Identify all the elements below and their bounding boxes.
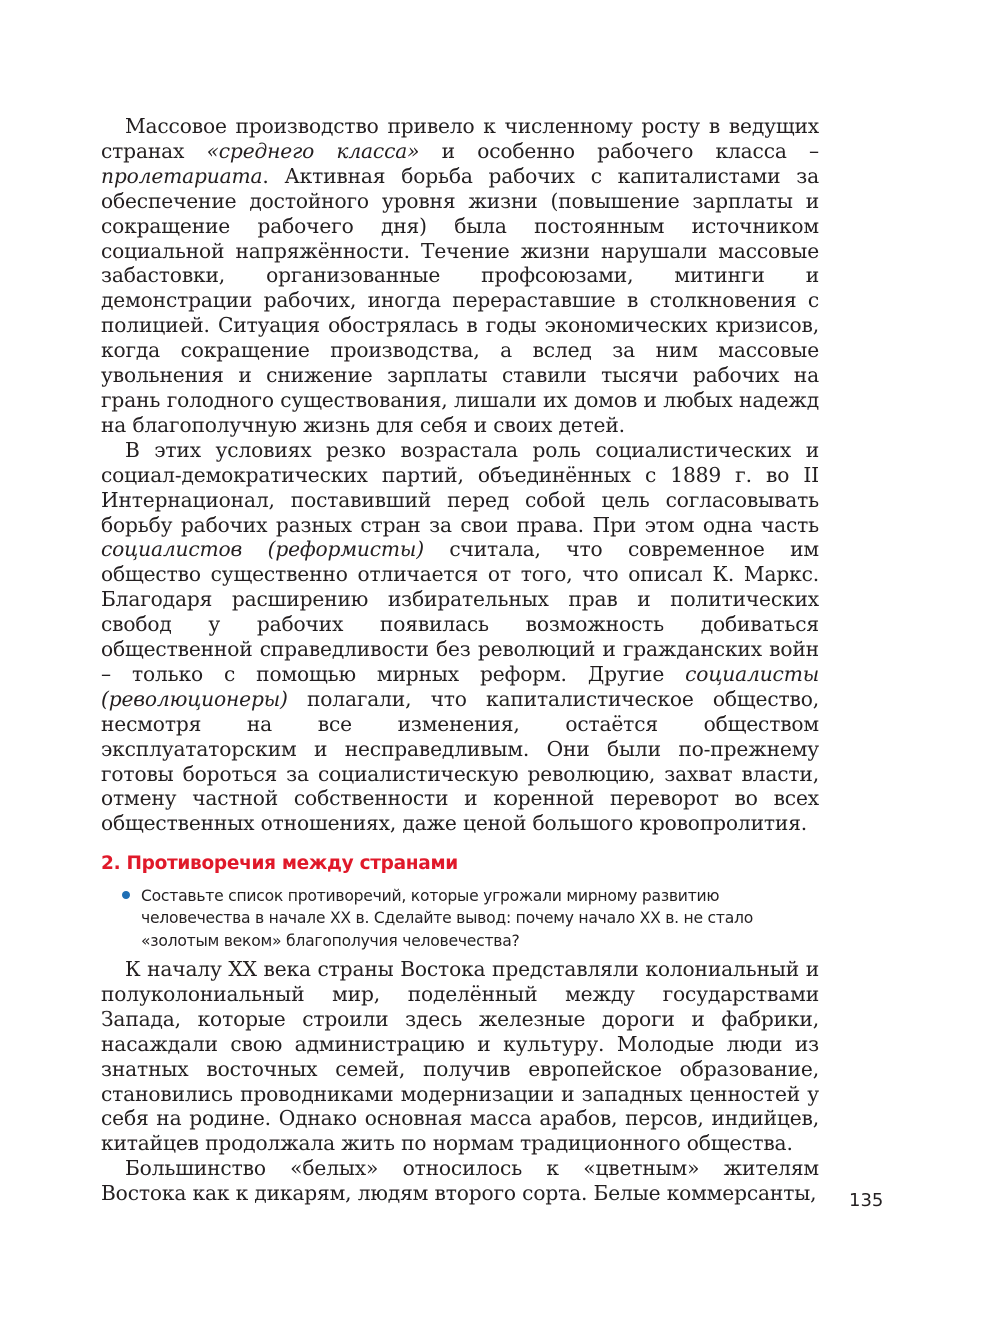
text-run: полагали, что капиталистическое общество, несмотря на все изменения, остаётся обществом эксплуататорским и несправедливым. Они были по-прежнему готовы бороться за социалистическую революцию, захват власти, отмену частной собственности и коренной переворот во всех общественных отношениях, даже ценой большого кровопролития. [101,686,819,836]
emphasis-term: социалисты (революционеры) [101,661,819,711]
text-run: считала, что современное им общество существенно отличается от того, что описал К. Маркс. Благодаря расширению избирательных прав и политических свобод у рабочих появилась возможность добиваться общественной справедливости без революций и гражданских войн – только с помощью мирных реформ. Другие [101,537,819,686]
paragraph [101,114,819,438]
paragraph [101,438,819,837]
paragraph [101,1156,819,1206]
task-item [122,885,822,952]
text-run: В этих условиях резко возрастала роль социалистических и социал-демократических партий, объединённых с 1889 г. во II Интернационал, поставивший перед собой цель согласовывать борьбу рабочих разных стран за свои права. При этом одна часть [101,437,819,537]
section-heading: 2. Противоречия между странами [101,853,458,874]
text-block-bottom [101,957,819,1206]
bullet-icon [122,891,130,899]
emphasis-term: «среднего класса» [206,138,420,163]
text-run: К началу XX века страны Востока представляли колониальный и полуколониальный мир, поделённый между государствами Запада, которые строили здесь железные дороги и фабрики, насаждали свою администрацию и культуру. Молодые люди из знатных восточных семей, получив европейское образование, становились проводниками модернизации и западных ценностей у себя на родине. Однако основная масса арабов, персов, индийцев, китайцев продолжала жить по нормам традиционного общества. [101,957,819,1156]
text-block-top [101,114,819,836]
page-number: 135 [849,1190,884,1211]
text-run: Массовое производство привело к численному росту в ведущих странах [101,114,819,163]
emphasis-term: социалистов (реформисты) [101,537,424,562]
text-run: и особенно рабочего класса – [419,138,820,163]
emphasis-term: пролетариата [101,163,263,188]
text-run: . Активная борьба рабочих с капиталистами за обеспечение достойного уровня жизни (повышение зарплаты и сокращение рабочего дня) была постоянным источником социальной напряжённости. Течение жизни нарушали массовые забастовки, организованные профсоюзами, митинги и демонстрации рабочих, иногда перераставшие в столкновения с полицией. Ситуация обострялась в годы экономических кризисов, когда сокращение производства, а вслед за ним массовые увольнения и снижение зарплаты ставили тысячи рабочих на грань голодного существования, лишали их домов и любых надежд на благополучную жизнь для себя и своих детей. [101,163,819,437]
paragraph [101,957,819,1156]
task-text: Составьте список противоречий, которые угрожали мирному развитию человечества в начале XX в. Сделайте вывод: почему начало XX в. не стало «золотым веком» благополучия человечества? [141,887,754,950]
text-run: Большинство «белых» относилось к «цветным» жителям Востока как к дикарям, людям второго сорта. Белые коммерсанты, [101,1156,819,1206]
